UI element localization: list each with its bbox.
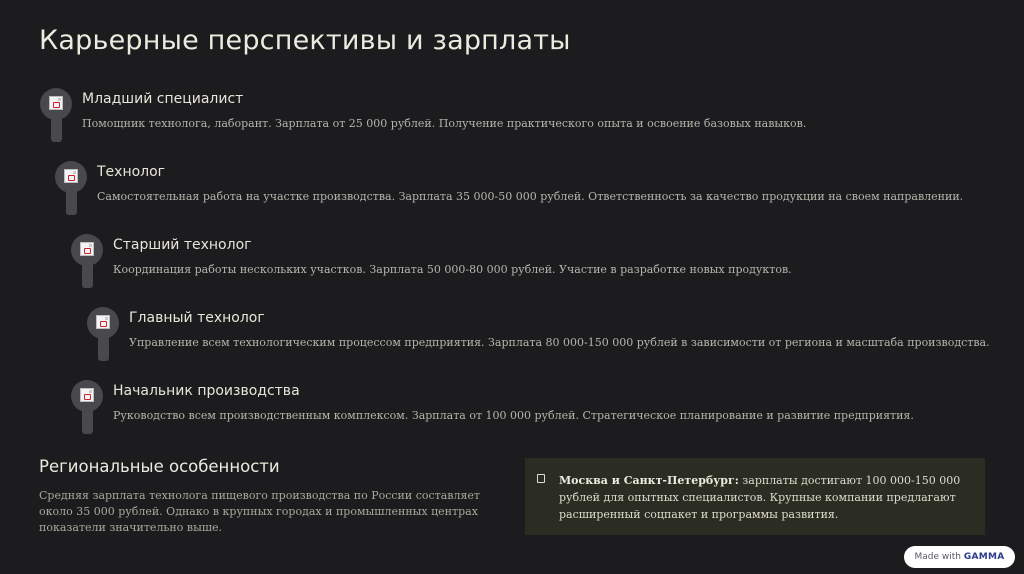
step-description: Управление всем технологическим процессом предприятия. Зарплата 80 000-150 000 рублей в зависимости от региона и масштаба производства.	[129, 336, 990, 349]
image-placeholder-icon	[64, 169, 78, 183]
step-description: Самостоятельная работа на участке производства. Зарплата 35 000-50 000 рублей. Ответственность за качество продукции на своем направлении.	[97, 190, 964, 203]
step-marker-stem	[66, 187, 77, 215]
callout-text: зарплаты достигают 100 000-150 000 рублей для опытных специалистов. Крупные компании предлагают расширенный соцпакет и программы развития.	[559, 474, 961, 521]
step-marker-stem	[82, 406, 93, 434]
gamma-logo: GAMMA	[963, 552, 1005, 562]
step-title: Начальник производства	[113, 383, 300, 399]
step-marker-stem	[98, 333, 109, 361]
step-title: Главный технолог	[129, 310, 265, 326]
step-title: Старший технолог	[113, 237, 252, 253]
note-icon	[537, 474, 545, 483]
step-marker-stem	[82, 260, 93, 288]
step-description: Руководство всем производственным комплексом. Зарплата от 100 000 рублей. Стратегическое планирование и развитие предприятия.	[113, 409, 914, 422]
image-placeholder-icon	[80, 242, 94, 256]
image-placeholder-icon	[49, 96, 63, 110]
page-title: Карьерные перспективы и зарплаты	[39, 25, 571, 56]
step-description: Координация работы нескольких участков. Зарплата 50 000-80 000 рублей. Участие в разработке новых продуктов.	[113, 263, 792, 276]
callout-box	[525, 458, 985, 535]
step-title: Младший специалист	[82, 91, 244, 107]
step-marker-stem	[51, 114, 62, 142]
regional-heading: Региональные особенности	[39, 457, 280, 476]
callout-bold: Москва и Санкт-Петербург:	[559, 474, 739, 487]
image-placeholder-icon	[80, 388, 94, 402]
step-description: Помощник технолога, лаборант. Зарплата от 25 000 рублей. Получение практического опыта и освоение базовых навыков.	[82, 117, 807, 130]
badge-prefix: Made with	[914, 552, 964, 562]
image-placeholder-icon	[96, 315, 110, 329]
regional-text: Средняя зарплата технолога пищевого производства по России составляет около 35 000 рублей. Однако в крупных городах и промышленных центрах показатели значительно выше.	[39, 489, 481, 534]
step-title: Технолог	[97, 164, 166, 180]
made-with-gamma-badge[interactable]	[904, 546, 1015, 568]
